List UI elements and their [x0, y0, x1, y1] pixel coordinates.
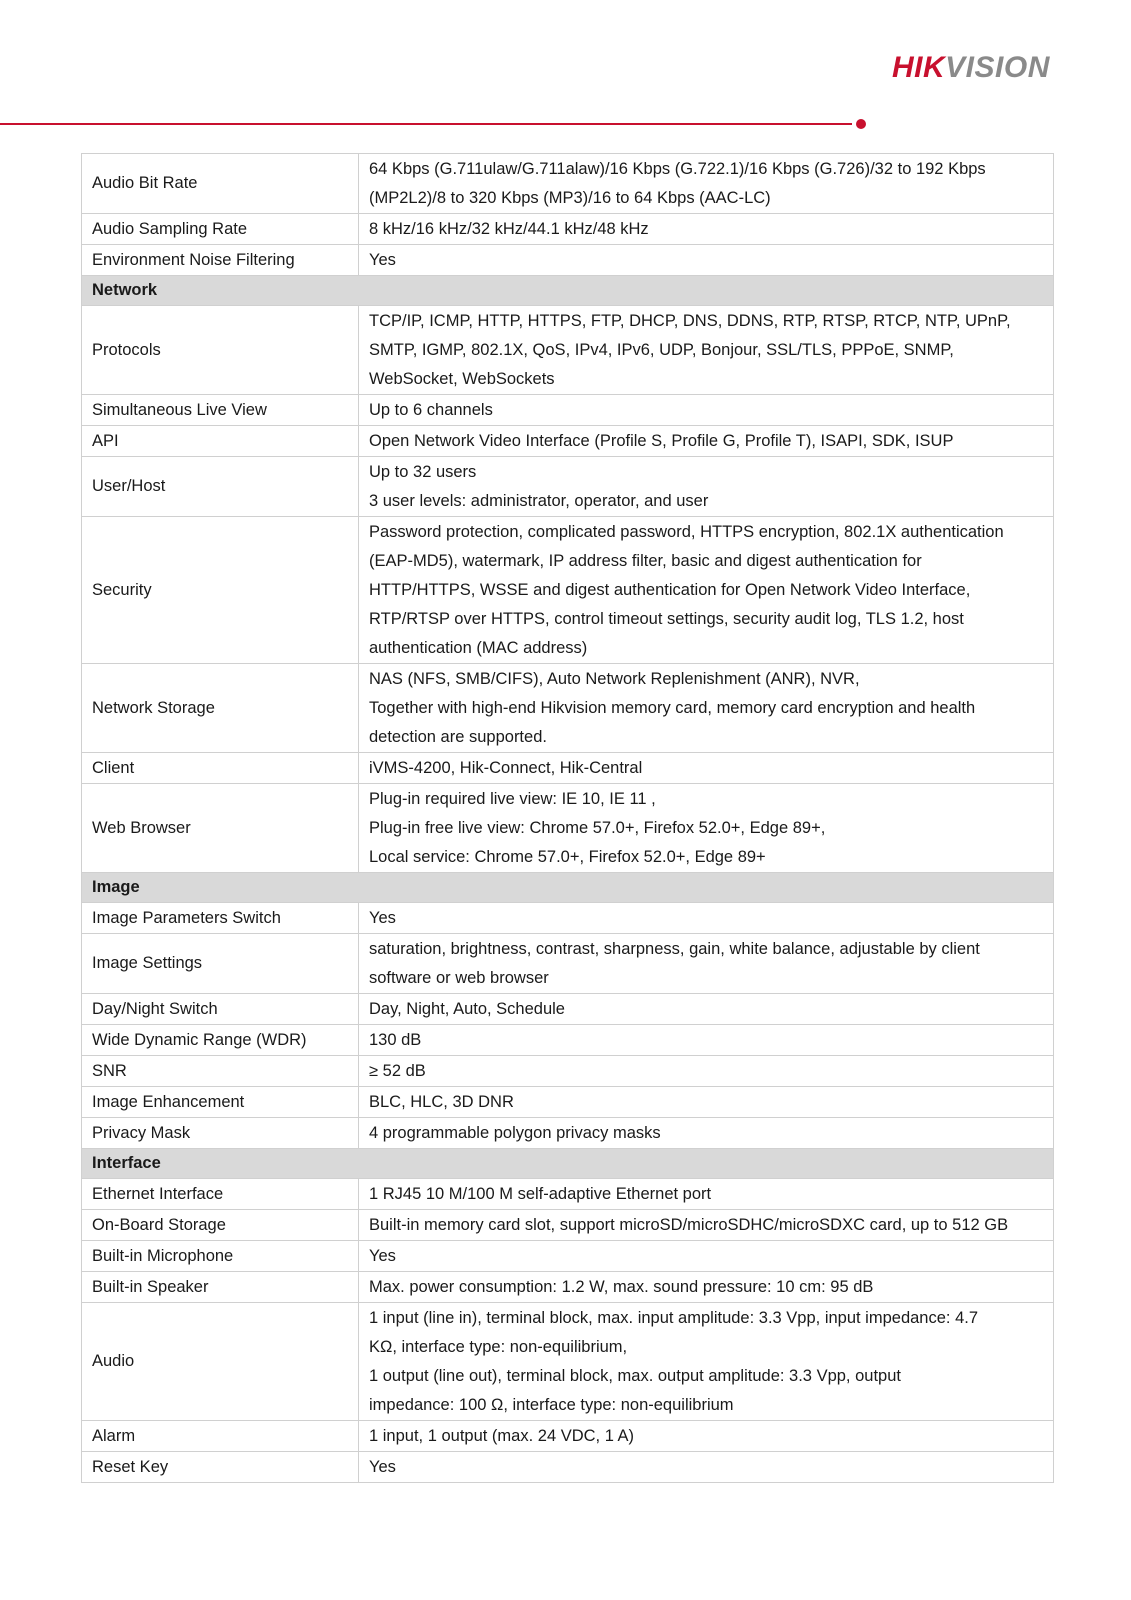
- spec-value: [359, 1179, 1054, 1210]
- spec-value-line: Password protection, complicated password, HTTPS encryption, 802.1X authentication: [369, 523, 1004, 541]
- spec-row: [82, 1303, 1054, 1421]
- spec-value-line: Yes: [369, 1458, 396, 1476]
- spec-value: [359, 1452, 1054, 1483]
- spec-row: [82, 1025, 1054, 1056]
- spec-value-line: 3 user levels: administrator, operator, and user: [369, 492, 709, 510]
- spec-value-line: NAS (NFS, SMB/CIFS), Auto Network Replenishment (ANR), NVR,: [369, 670, 860, 688]
- spec-row: [82, 1210, 1054, 1241]
- section-header-row: [82, 1149, 1054, 1179]
- spec-value-line: 1 input (line in), terminal block, max. input amplitude: 3.3 Vpp, input impedance: 4.7: [369, 1309, 979, 1327]
- spec-value-line: saturation, brightness, contrast, sharpness, gain, white balance, adjustable by client: [369, 940, 980, 958]
- spec-value-line: 4 programmable polygon privacy masks: [369, 1124, 661, 1142]
- header-rule: [0, 123, 852, 125]
- spec-label: API: [82, 426, 359, 457]
- spec-row: [82, 395, 1054, 426]
- spec-value: [359, 245, 1054, 276]
- spec-value: [359, 426, 1054, 457]
- spec-value-line: Open Network Video Interface (Profile S, Profile G, Profile T), ISAPI, SDK, ISUP: [369, 432, 954, 450]
- spec-row: [82, 1056, 1054, 1087]
- spec-value-line: detection are supported.: [369, 728, 547, 746]
- spec-label: Image Parameters Switch: [82, 903, 359, 934]
- spec-value: [359, 395, 1054, 426]
- spec-label: Security: [82, 517, 359, 664]
- spec-label: Network Storage: [82, 664, 359, 753]
- spec-table-body: [82, 154, 1054, 1483]
- spec-row: [82, 306, 1054, 395]
- spec-value-line: Up to 6 channels: [369, 401, 493, 419]
- spec-value: [359, 994, 1054, 1025]
- spec-value-line: impedance: 100 Ω, interface type: non-equilibrium: [369, 1396, 734, 1414]
- section-title: Network: [82, 276, 1054, 306]
- spec-table: [81, 153, 1054, 1483]
- spec-value-line: 1 RJ45 10 M/100 M self-adaptive Ethernet port: [369, 1185, 712, 1203]
- spec-value-line: Max. power consumption: 1.2 W, max. sound pressure: 10 cm: 95 dB: [369, 1278, 874, 1296]
- spec-row: [82, 1087, 1054, 1118]
- spec-label: Protocols: [82, 306, 359, 395]
- spec-value-line: (EAP-MD5), watermark, IP address filter, basic and digest authentication for: [369, 552, 922, 570]
- spec-value-line: 1 input, 1 output (max. 24 VDC, 1 A): [369, 1427, 635, 1445]
- spec-row: [82, 1452, 1054, 1483]
- spec-value: [359, 1272, 1054, 1303]
- spec-value-line: Together with high-end Hikvision memory card, memory card encryption and health: [369, 699, 976, 717]
- spec-value-line: Local service: Chrome 57.0+, Firefox 52.0+, Edge 89+: [369, 848, 766, 866]
- hikvision-logo: [892, 50, 1082, 84]
- spec-value-line: ≥ 52 dB: [369, 1062, 426, 1080]
- spec-row: [82, 784, 1054, 873]
- spec-row: [82, 934, 1054, 994]
- spec-label: Ethernet Interface: [82, 1179, 359, 1210]
- spec-value-line: RTP/RTSP over HTTPS, control timeout settings, security audit log, TLS 1.2, host: [369, 610, 964, 628]
- spec-row: [82, 664, 1054, 753]
- spec-row: [82, 1179, 1054, 1210]
- spec-value: [359, 306, 1054, 395]
- spec-label: Image Settings: [82, 934, 359, 994]
- section-header-row: [82, 873, 1054, 903]
- spec-row: [82, 753, 1054, 784]
- spec-label: Built-in Microphone: [82, 1241, 359, 1272]
- spec-value: [359, 784, 1054, 873]
- spec-value: [359, 1241, 1054, 1272]
- spec-value: [359, 934, 1054, 994]
- spec-value: [359, 214, 1054, 245]
- spec-label: On-Board Storage: [82, 1210, 359, 1241]
- brand-logo: [892, 50, 1082, 84]
- spec-label: Web Browser: [82, 784, 359, 873]
- spec-value-line: Up to 32 users: [369, 463, 477, 481]
- spec-value-line: 130 dB: [369, 1031, 422, 1049]
- spec-value-line: Yes: [369, 1247, 396, 1265]
- spec-value-line: Yes: [369, 251, 396, 269]
- spec-value: [359, 664, 1054, 753]
- spec-label: Built-in Speaker: [82, 1272, 359, 1303]
- spec-value-line: 8 kHz/16 kHz/32 kHz/44.1 kHz/48 kHz: [369, 220, 649, 238]
- spec-value-line: 1 output (line out), terminal block, max. output amplitude: 3.3 Vpp, output: [369, 1367, 901, 1385]
- spec-row: [82, 426, 1054, 457]
- spec-label: Reset Key: [82, 1452, 359, 1483]
- spec-value-line: iVMS-4200, Hik-Connect, Hik-Central: [369, 759, 643, 777]
- spec-value: [359, 1303, 1054, 1421]
- spec-label: Audio Bit Rate: [82, 154, 359, 214]
- spec-value: [359, 903, 1054, 934]
- spec-label: Simultaneous Live View: [82, 395, 359, 426]
- spec-value-line: Plug-in required live view: IE 10, IE 11 ,: [369, 790, 656, 808]
- spec-label: Image Enhancement: [82, 1087, 359, 1118]
- spec-value-line: authentication (MAC address): [369, 639, 588, 657]
- spec-label: Day/Night Switch: [82, 994, 359, 1025]
- spec-row: [82, 1118, 1054, 1149]
- spec-label: Privacy Mask: [82, 1118, 359, 1149]
- spec-label: Audio: [82, 1303, 359, 1421]
- spec-row: [82, 1241, 1054, 1272]
- spec-label: SNR: [82, 1056, 359, 1087]
- spec-value-line: Yes: [369, 909, 396, 927]
- spec-value-line: Built-in memory card slot, support microSD/microSDHC/microSDXC card, up to 512 GB: [369, 1216, 1009, 1234]
- logo-vision: VISION: [945, 51, 1050, 84]
- section-header-row: [82, 276, 1054, 306]
- spec-value-line: SMTP, IGMP, 802.1X, QoS, IPv4, IPv6, UDP, Bonjour, SSL/TLS, PPPoE, SNMP,: [369, 341, 954, 359]
- spec-value: [359, 517, 1054, 664]
- spec-row: [82, 1421, 1054, 1452]
- logo-hik: HIK: [892, 51, 946, 84]
- spec-value-line: TCP/IP, ICMP, HTTP, HTTPS, FTP, DHCP, DNS, DDNS, RTP, RTSP, RTCP, NTP, UPnP,: [369, 312, 1011, 330]
- spec-value: [359, 1118, 1054, 1149]
- spec-value: [359, 753, 1054, 784]
- spec-value-line: 64 Kbps (G.711ulaw/G.711alaw)/16 Kbps (G.722.1)/16 Kbps (G.726)/32 to 192 Kbps: [369, 160, 986, 178]
- spec-label: Alarm: [82, 1421, 359, 1452]
- spec-label: Wide Dynamic Range (WDR): [82, 1025, 359, 1056]
- spec-value-line: WebSocket, WebSockets: [369, 370, 555, 388]
- spec-row: [82, 903, 1054, 934]
- spec-row: [82, 154, 1054, 214]
- spec-value-line: software or web browser: [369, 969, 549, 987]
- section-title: Interface: [82, 1149, 1054, 1179]
- spec-row: [82, 214, 1054, 245]
- spec-row: [82, 517, 1054, 664]
- section-title: Image: [82, 873, 1054, 903]
- spec-row: [82, 1272, 1054, 1303]
- spec-value: [359, 1025, 1054, 1056]
- header-rule-dot: [856, 119, 866, 129]
- spec-value-line: (MP2L2)/8 to 320 Kbps (MP3)/16 to 64 Kbps (AAC-LC): [369, 189, 771, 207]
- spec-value: [359, 1421, 1054, 1452]
- spec-value-line: BLC, HLC, 3D DNR: [369, 1093, 514, 1111]
- spec-label: Audio Sampling Rate: [82, 214, 359, 245]
- spec-value: [359, 1056, 1054, 1087]
- spec-value: [359, 154, 1054, 214]
- spec-label: User/Host: [82, 457, 359, 517]
- svg-text:HIKVISION: [892, 51, 1051, 84]
- spec-label: Client: [82, 753, 359, 784]
- spec-row: [82, 457, 1054, 517]
- spec-value-line: KΩ, interface type: non-equilibrium,: [369, 1338, 628, 1356]
- spec-value-line: HTTP/HTTPS, WSSE and digest authentication for Open Network Video Interface,: [369, 581, 971, 599]
- spec-value: [359, 457, 1054, 517]
- spec-row: [82, 994, 1054, 1025]
- spec-value: [359, 1210, 1054, 1241]
- spec-value-line: Plug-in free live view: Chrome 57.0+, Firefox 52.0+, Edge 89+,: [369, 819, 826, 837]
- spec-label: Environment Noise Filtering: [82, 245, 359, 276]
- spec-value: [359, 1087, 1054, 1118]
- spec-row: [82, 245, 1054, 276]
- spec-value-line: Day, Night, Auto, Schedule: [369, 1000, 565, 1018]
